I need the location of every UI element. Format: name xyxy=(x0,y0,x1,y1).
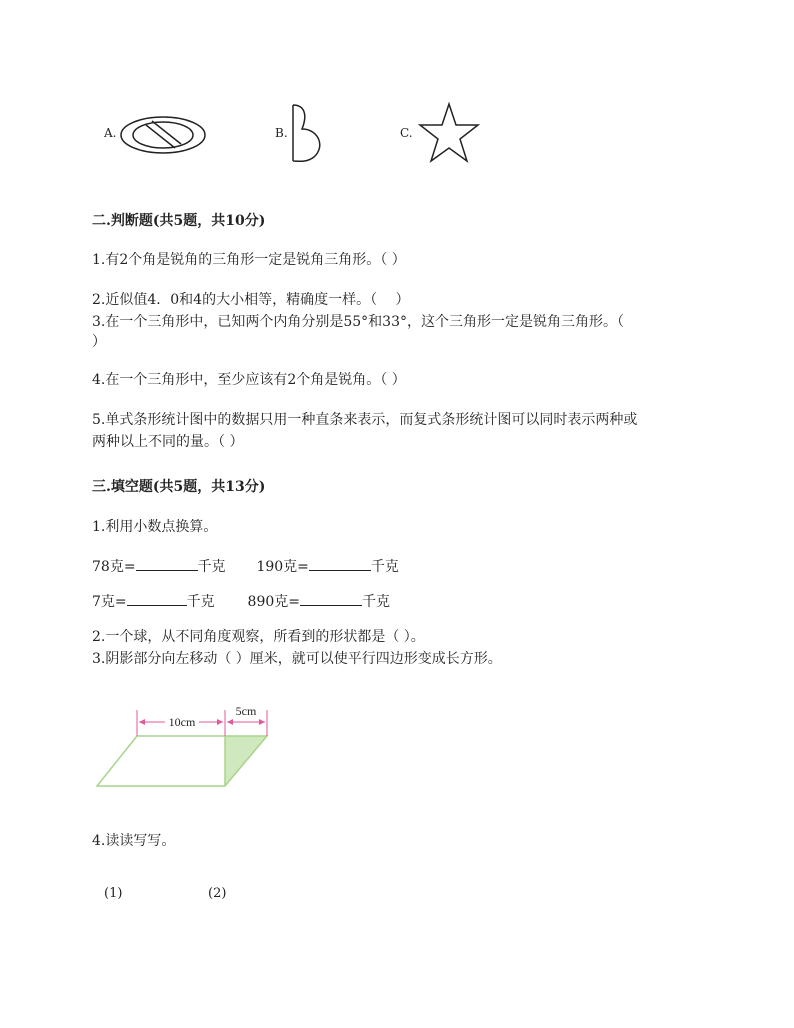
question: 4.在一个三角形中，至少应该有2个角是锐角。（ ） xyxy=(92,372,406,388)
answer-blank[interactable] xyxy=(136,556,198,571)
conversion-suffix: 千克 xyxy=(362,594,390,610)
parallelogram-figure xyxy=(95,702,275,792)
conversion-prefix: 890克= xyxy=(247,594,300,610)
ellipse-slash-icon xyxy=(118,110,208,160)
conversion-prefix: 7克= xyxy=(92,594,127,610)
star-icon xyxy=(418,103,480,165)
section3-heading: 三.填空题(共5题，共13分) xyxy=(92,479,266,495)
conversion-row xyxy=(92,591,390,612)
conversion-suffix: 千克 xyxy=(186,594,215,610)
question: 3.阴影部分向左移动（ ）厘米，就可以使平行四边形变成长方形。 xyxy=(92,651,502,667)
option-c-label: C. xyxy=(400,126,413,140)
question: 4.读读写写。 xyxy=(92,833,176,849)
answer-blank[interactable] xyxy=(127,591,187,606)
question-continuation: 两种以上不同的量。（ ） xyxy=(92,434,244,450)
option-b-label: B. xyxy=(275,126,288,140)
question: 1.有2个角是锐角的三角形一定是锐角三角形。（ ） xyxy=(92,252,406,268)
question: 2.一个球，从不同角度观察，所看到的形状都是（ ）。 xyxy=(92,629,425,645)
conversion-row xyxy=(92,556,399,577)
conversion-suffix: 千克 xyxy=(197,559,226,575)
question: 3.在一个三角形中，已知两个内角分别是55°和33°，这个三角形一定是锐角三角形。（ xyxy=(92,314,624,330)
answer-blank[interactable] xyxy=(309,556,371,571)
question: 1.利用小数点换算。 xyxy=(92,519,218,535)
section2-heading: 二.判断题(共5题，共10分) xyxy=(92,213,266,229)
label-5cm: 5cm xyxy=(235,704,257,718)
answer-blank[interactable] xyxy=(300,591,362,606)
question: 2.近似值4．0和4的大小相等，精确度一样。（ ） xyxy=(92,292,410,308)
question-continuation: ） xyxy=(92,334,106,350)
label-10cm: 10cm xyxy=(168,715,196,729)
option-a-label: A. xyxy=(104,126,117,140)
question: 5.单式条形统计图中的数据只用一种直条来表示，而复式条形统计图可以同时表示两种或 xyxy=(92,412,638,428)
item-1-label: (1) xyxy=(104,886,123,901)
conversion-prefix: 78克= xyxy=(92,559,136,575)
item-2-label: (2) xyxy=(208,886,227,901)
letter-b-icon xyxy=(290,104,330,164)
conversion-suffix: 千克 xyxy=(370,559,399,575)
conversion-prefix: 190克= xyxy=(256,559,309,575)
